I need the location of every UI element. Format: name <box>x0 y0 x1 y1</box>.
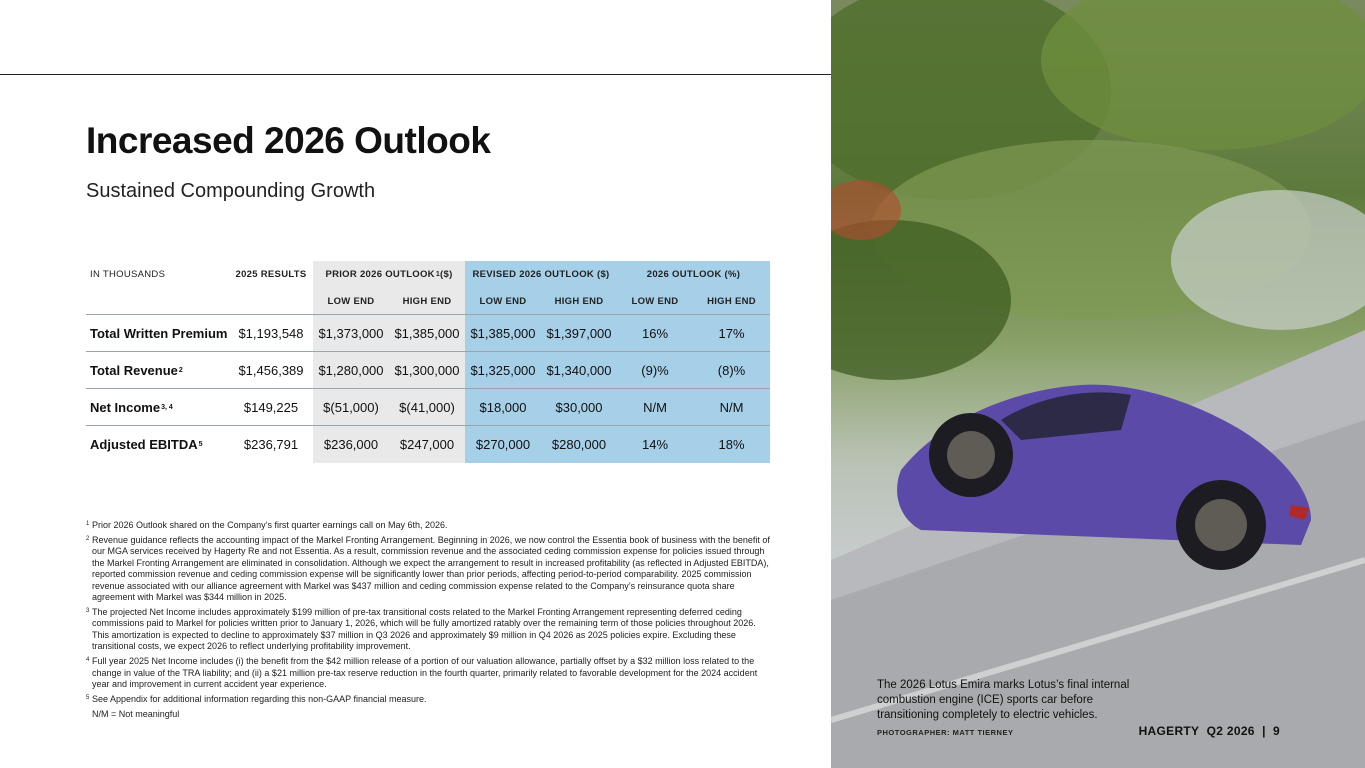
footnote-text: See Appendix for additional information regarding this non-GAAP financial measure. <box>92 694 427 705</box>
cell-revised-low: $1,325,000 <box>470 363 536 378</box>
subheader-prior-low: LOW END <box>327 295 375 307</box>
subheader-prior-high: HIGH END <box>402 295 452 307</box>
footnote <box>86 656 770 690</box>
cell-prior-high: $1,385,000 <box>394 326 460 341</box>
row-label: Adjusted EBITDA 5 <box>90 437 203 452</box>
footnotes <box>86 520 770 724</box>
footnote <box>86 535 770 603</box>
cell-revised-high: $30,000 <box>555 400 603 415</box>
nm-note: N/M = Not meaningful <box>92 709 180 720</box>
prior-header-unit: ($) <box>440 269 453 280</box>
unit-label: IN THOUSANDS <box>90 269 166 280</box>
cell-prior-high: $(41,000) <box>399 400 455 415</box>
subheader-pct-low: LOW END <box>631 295 679 307</box>
row-label-text: Total Revenue <box>90 363 178 378</box>
col-header-pct: 2026 OUTLOOK (%) <box>646 269 741 280</box>
cell-2025: $1,456,389 <box>238 363 304 378</box>
row-label-text: Net Income <box>90 400 161 415</box>
cell-pct-high: 17% <box>718 326 745 341</box>
col-header-revised: REVISED 2026 OUTLOOK ($) <box>472 269 610 280</box>
cell-pct-high: 18% <box>718 437 745 452</box>
cell-pct-low: (9)% <box>641 363 669 378</box>
photo-caption: The 2026 Lotus Emira marks Lotus’s final internal combustion engine (ICE) sports car before transitioning completely to electric vehicles. <box>877 679 1130 721</box>
cell-revised-high: $1,340,000 <box>546 363 612 378</box>
cell-pct-low: 14% <box>641 437 669 452</box>
cell-pct-low: N/M <box>643 400 667 415</box>
car-photo-illustration <box>831 0 1365 768</box>
cell-prior-low: $(51,000) <box>323 400 379 415</box>
table-subheader-row <box>86 288 770 314</box>
cell-revised-high: $1,397,000 <box>546 326 612 341</box>
subheader-pct-high: HIGH END <box>707 295 756 307</box>
page-subtitle: Sustained Compounding Growth <box>86 180 376 202</box>
cell-revised-low: $270,000 <box>475 437 531 452</box>
col-header-2025: 2025 RESULTS <box>235 269 307 280</box>
cell-revised-low: $1,385,000 <box>470 326 536 341</box>
photo-credit: PHOTOGRAPHER: MATT TIERNEY <box>877 728 1014 737</box>
cell-pct-low: 16% <box>641 326 669 341</box>
footnote <box>86 607 770 653</box>
footnote <box>86 694 770 705</box>
cell-prior-low: $1,373,000 <box>318 326 384 341</box>
table-row <box>86 426 770 463</box>
footnote-text: The projected Net Income includes approximately $199 million of pre-tax transitional costs related to the Markel Fronting Arrangement representing deferred ceding commissions paid to Markel for policies written prior to January 1, 2026, which will be fully amortized ratably over the remaining term of those policies throughout 2026. This amortization is expected to decline to approximately $37 million in Q3 2026 and approximately $9 million in Q4 2026 as 2025 policies expire. Excluding these transitional costs, we expect 2026 to reflect underlying profitability improvement. <box>92 607 756 652</box>
cell-pct-high: (8)% <box>717 363 746 378</box>
footer-separator: | <box>1262 724 1266 738</box>
footnote-number: 1 <box>86 521 90 527</box>
cell-revised-low: $18,000 <box>479 400 527 415</box>
subheader-revised-high: HIGH END <box>554 295 604 307</box>
footer-period: Q2 2026 <box>1206 724 1255 738</box>
table-row <box>86 315 770 352</box>
top-rule <box>0 74 831 75</box>
row-label: Net Income 3, 4 <box>90 400 173 415</box>
cell-2025: $1,193,548 <box>238 326 304 341</box>
cell-2025: $149,225 <box>243 400 299 415</box>
cell-prior-high: $1,300,000 <box>394 363 460 378</box>
col-header-prior: PRIOR 2026 OUTLOOK 1 ($) <box>325 269 453 280</box>
subheader-revised-low: LOW END <box>479 295 527 307</box>
table-row <box>86 352 770 389</box>
footnote-number: 2 <box>86 536 90 542</box>
footnote <box>86 520 770 531</box>
footnote-text: Full year 2025 Net Income includes (i) the benefit from the $42 million release of a portion of our valuation allowance, partially offset by a $32 million loss related to the change in value of the TRA liability; and (ii) a $21 million pre-tax reserve reduction in the fourth quarter, primarily related to favorable development for the 2024 accident year and improvement in current accident year experience. <box>92 656 758 690</box>
page-footer <box>1139 724 1280 738</box>
table-header-row <box>86 261 770 288</box>
cell-revised-high: $280,000 <box>551 437 607 452</box>
cell-2025: $236,791 <box>243 437 299 452</box>
row-label <box>86 315 229 352</box>
cell-prior-low: $236,000 <box>323 437 379 452</box>
footnote-number: 3 <box>86 608 90 615</box>
page-number: 9 <box>1273 724 1280 738</box>
footnote-text: Revenue guidance reflects the accounting impact of the Markel Fronting Arrangement. Beginning in 2026, we now control the Essentia book of business with the benefit of our MGA services received by Hagerty Re and not Essentia. As a result, commission revenue and the associated ceding commission expense for policies issued through the Markel Fronting Arrangement are eliminated in consolidation. Although we expect the arrangement to result in increased profitability (as reflected in Adjusted EBITDA), reported commission revenue and ceding commission expense will be significantly lower than prior periods, affecting period-to-period comparability. 2025 commission revenue associated with our alliance agreement with Markel was $437 million and ceding commission expense related to the Company’s reinsurance quota share agreement with Markel was $344 million in 2025. <box>92 535 770 603</box>
page-title: Increased 2026 Outlook <box>86 120 491 161</box>
row-label-text: Total Written Premium <box>90 326 228 341</box>
cell-prior-high: $247,000 <box>399 437 455 452</box>
cell-prior-low: $1,280,000 <box>318 363 384 378</box>
footer-brand: HAGERTY <box>1138 724 1200 738</box>
footnote-number: 5 <box>86 695 90 702</box>
footnote-number: 4 <box>86 657 90 664</box>
row-label: Total Revenue 2 <box>90 363 183 378</box>
cell-pct-high: N/M <box>719 400 744 415</box>
table-row <box>86 389 770 426</box>
car-photo <box>831 0 1365 768</box>
prior-header-text: PRIOR 2026 OUTLOOK <box>325 269 435 280</box>
footnote-text: Prior 2026 Outlook shared on the Company’s first quarter earnings call on May 6th, 2026. <box>92 520 448 530</box>
row-label-text: Adjusted EBITDA <box>90 437 198 452</box>
